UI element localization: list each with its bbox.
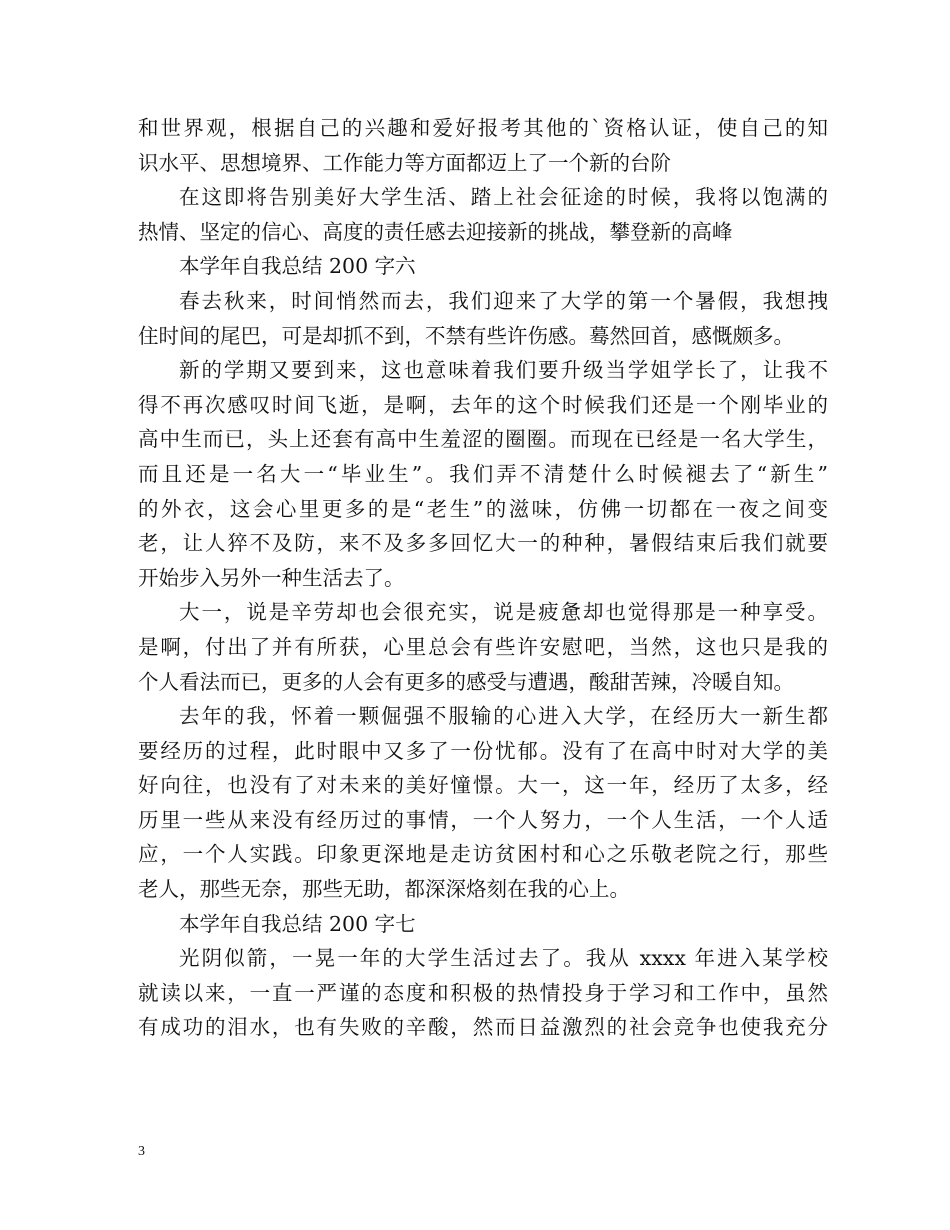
- text-line: 要经历的过程，此时眼中又多了一份忧郁。没有了在高中时对大学的美: [138, 738, 828, 763]
- text-line: 在这即将告别美好大学生活、踏上社会征途的时候，我将以饱满的: [179, 185, 828, 210]
- text-line: 历里一些从来没有经历过的事情，一个人努力，一个人生活，一个人适: [138, 807, 828, 832]
- text-line: 春去秋来，时间悄然而去，我们迎来了大学的第一个暑假，我想拽: [179, 288, 828, 313]
- text-line: 得不再次感叹时间飞逝，是啊，去年的这个时候我们还是一个刚毕业的: [138, 392, 828, 417]
- text-line: 和世界观，根据自己的兴趣和爱好报考其他的`资格认证，使自己的知: [138, 116, 828, 140]
- text-line: 新的学期又要到来，这也意味着我们要升级当学姐学长了，让我不: [179, 358, 828, 383]
- text-line: 而且还是一名大一“毕业生”。我们弄不清楚什么时候褪去了“新生”: [138, 461, 828, 486]
- text-line: 热情、坚定的信心、高度的责任感去迎接新的挑战，攀登新的高峰: [138, 219, 733, 244]
- text-line: 高中生而已，头上还套有高中生羞涩的圈圈。而现在已经是一名大学生，: [138, 427, 828, 452]
- text-line: 个人看法而已，更多的人会有更多的感受与遭遇，酸甜苦辣，冷暖自知。: [138, 669, 794, 694]
- text-line: 大一，说是辛劳却也会很充实，说是疲惫却也觉得那是一种享受。: [179, 600, 828, 625]
- text-line: 就读以来，一直一严谨的态度和积极的热情投身于学习和工作中，虽然: [138, 980, 828, 1005]
- text-line: 好向往，也没有了对未来的美好憧憬。大一，这一年，经历了太多，经: [138, 773, 828, 798]
- text-line: 是啊，付出了并有所获，心里总会有些许安慰吧，当然，这也只是我的: [138, 634, 828, 659]
- text-line: 有成功的泪水，也有失败的辛酸，然而日益激烈的社会竞争也使我充分: [138, 1015, 828, 1040]
- text-line: 本学年自我总结 200 字七: [179, 911, 416, 936]
- text-line: 应，一个人实践。印象更深地是走访贫困村和心之乐敬老院之行，那些: [138, 842, 828, 867]
- text-line: 去年的我，怀着一颗倔强不服输的心进入大学，在经历大一新生都: [179, 704, 828, 729]
- text-line: 开始步入另外一种生活去了。: [138, 565, 405, 590]
- text-line: 本学年自我总结 200 字六: [179, 254, 416, 279]
- document-body: [138, 111, 828, 1045]
- text-line: 识水平、思想境界、工作能力等方面都迈上了一个新的台阶: [138, 150, 671, 175]
- text-line: 住时间的尾巴，可是却抓不到，不禁有些许伤感。蓦然回首，感慨颇多。: [138, 323, 794, 348]
- text-line: 老人，那些无奈，那些无助，都深深烙刻在我的心上。: [138, 877, 630, 902]
- text-line: 老，让人猝不及防，来不及多多回忆大一的种种，暑假结束后我们就要: [138, 531, 828, 556]
- text-line: 的外衣，这会心里更多的是“老生”的滋味，仿佛一切都在一夜之间变: [138, 496, 828, 521]
- page-number: 3: [138, 1144, 145, 1159]
- text-line: 光阴似箭，一晃一年的大学生活过去了。我从 xxxx 年进入某学校: [179, 946, 828, 971]
